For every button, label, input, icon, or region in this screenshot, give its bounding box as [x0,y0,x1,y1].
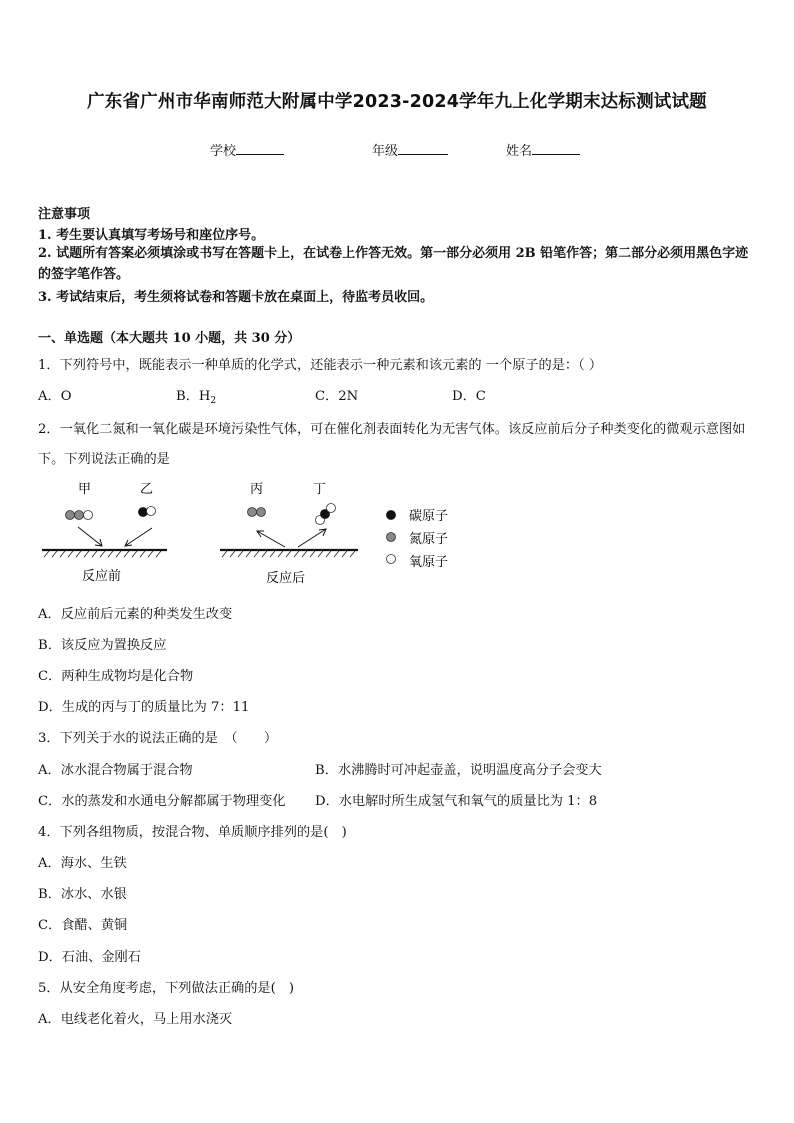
notice-item-3: 3. 考试结束后，考生须将试卷和答题卡放在桌面上，待监考员收回。 [38,290,434,305]
q5-option-a: A．电线老化着火，马上用水浇灭 [38,1012,233,1027]
legend-oxygen: 氧原子 [409,555,449,570]
arrows-before [78,527,152,546]
legend-carbon-icon [387,511,396,520]
arrows-after [257,529,326,547]
school-blank[interactable] [236,142,284,155]
grade-label: 年级 [372,144,399,159]
label-jia: 甲 [78,482,92,497]
q3-option-b: B．水沸腾时可冲起壶盖，说明温度高分子会变大 [315,763,602,778]
q2-stem: 2．一氧化二氮和一氧化碳是环境污染性气体，可在催化剂表面转化为无害气体。该反应前后分子种类变化的微观示意图如下。下列说法正确的是 [38,422,746,467]
molecule-ding [316,504,336,525]
school-field [210,140,284,159]
q1-option-d: D．C [452,389,486,404]
exam-title: 广东省广州市华南师范大附属中学2023-2024学年九上化学期末达标测试试题 [87,92,707,112]
reaction-diagram [30,475,470,590]
name-field [506,140,580,159]
q4-option-b: B．冰水、水银 [38,887,127,902]
legend-nitrogen-icon [387,533,396,542]
q1-option-b [176,385,216,406]
q2-option-a: A．反应前后元素的种类发生改变 [38,607,233,622]
molecule-bing [248,508,266,517]
q3-stem: 3．下列关于水的说法正确的是 （ ） [38,731,278,746]
name-label: 姓名 [506,144,533,159]
q4-stem: 4．下列各组物质，按混合物、单质顺序排列的是( ) [38,825,347,840]
legend-carbon: 碳原子 [409,509,449,524]
surface-before [42,550,167,557]
q2-option-c: C．两种生成物均是化合物 [38,669,194,684]
q1-stem: 1．下列符号中，既能表示一种单质的化学式，还能表示一种元素和该元素的 一个原子的是：（ ） [38,358,603,373]
school-label: 学校 [210,144,237,159]
label-yi: 乙 [140,482,154,497]
molecule-jia [66,511,93,520]
legend-nitrogen: 氮原子 [409,532,449,547]
label-bing: 丙 [250,482,264,497]
q4-option-c: C．食醋、黄铜 [38,918,128,933]
notice-item-1: 1. 考生要认真填写考场号和座位序号。 [38,228,265,243]
q1-option-b-subscript: 2 [210,396,217,406]
q3-option-d: D．水电解时所生成氢气和氧气的质量比为 1：8 [315,794,598,809]
q3-option-c: C．水的蒸发和水通电分解都属于物理变化 [38,794,286,809]
q4-option-d: D．石油、金刚石 [38,950,141,965]
q2-option-d: D．生成的丙与丁的质量比为 7：11 [38,700,250,715]
q2-option-b: B．该反应为置换反应 [38,638,167,653]
surface-after [220,550,358,557]
legend [387,508,449,570]
q1-option-a: A．O [38,389,72,404]
molecule-yi [139,507,156,517]
label-after: 反应后 [266,571,306,586]
grade-field [372,140,448,159]
grade-blank[interactable] [398,142,448,155]
label-ding: 丁 [313,482,327,497]
q1-option-b-text: B．H [176,389,211,404]
q3-option-a: A．冰水混合物属于混合物 [38,763,193,778]
q5-stem: 5．从安全角度考虑，下列做法正确的是( ) [38,981,295,996]
name-blank[interactable] [532,142,580,155]
q1-option-c: C．2N [315,389,359,404]
notice-heading: 注意事项 [38,207,91,222]
notice-item-2: 2. 试题所有答案必须填涂或书写在答题卡上，在试卷上作答无效。第一部分必须用 2B 铅笔作答；第二部分必须用黑色字迹的签字笔作答。 [38,246,749,282]
label-before: 反应前 [82,569,122,584]
section-heading: 一、单选题（本大题共 10 小题，共 30 分） [38,331,301,346]
q4-option-a: A．海水、生铁 [38,856,127,871]
legend-oxygen-icon [387,555,396,564]
